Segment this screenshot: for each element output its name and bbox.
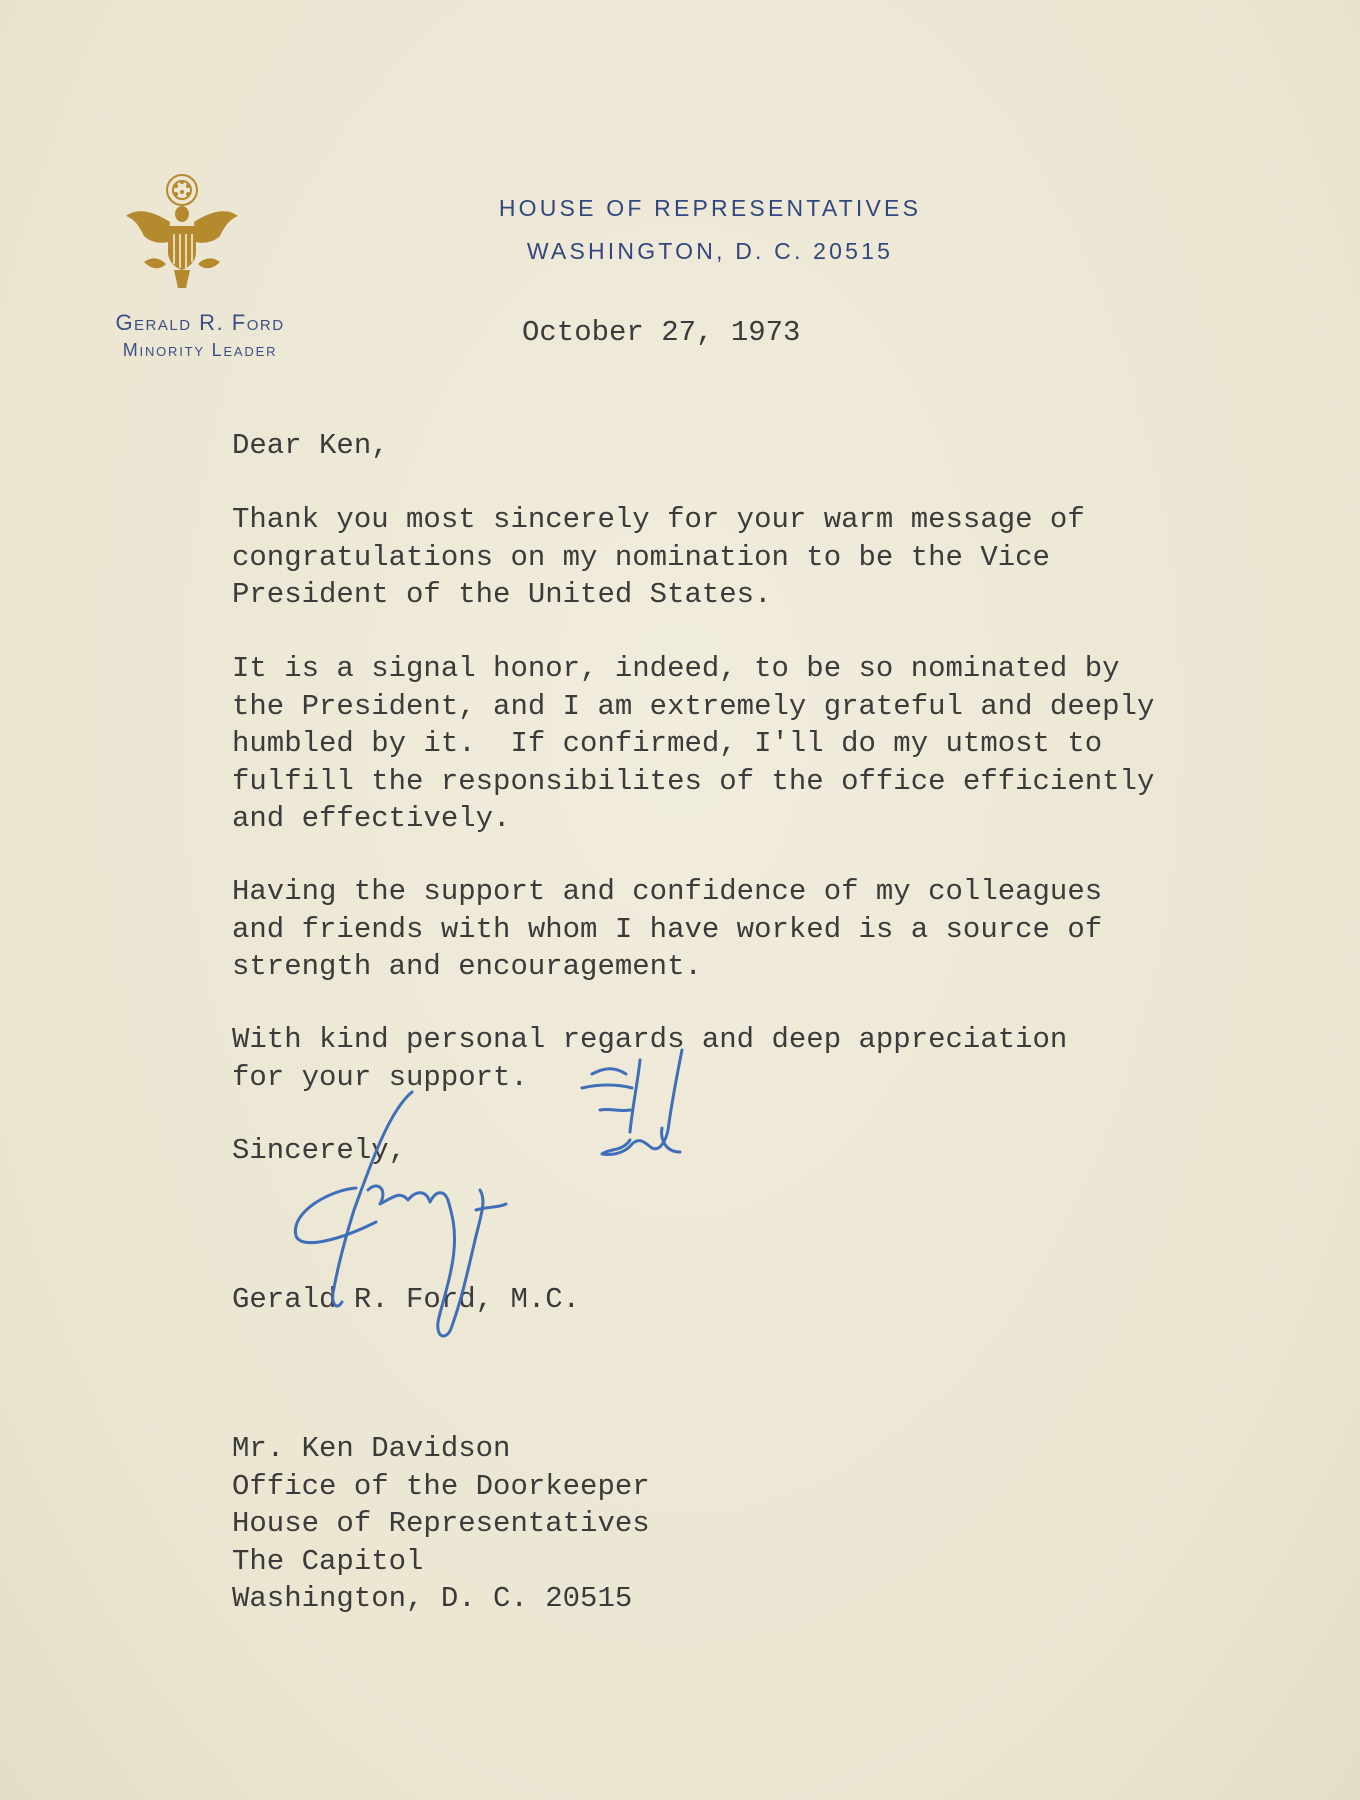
recipient-address: Mr. Ken Davidson Office of the Doorkeeper House of Representatives The Capitol Washington, D. C. 20515: [232, 1432, 650, 1615]
salutation: Dear Ken,: [232, 429, 389, 462]
signer-name: Gerald R. Ford, M.C.: [232, 1283, 581, 1316]
letter-date: October 27, 1973: [522, 316, 801, 349]
body-paragraph: Thank you most sincerely for your warm message of congratulations on my nomination to be the Vice President of the United States.: [232, 503, 1085, 611]
closing: Sincerely,: [232, 1134, 407, 1167]
great-seal-icon: [122, 170, 242, 296]
sender-title: Minority Leader: [122, 340, 278, 360]
letterhead-org-name: HOUSE OF REPRESENTATIVES: [498, 195, 922, 221]
body-paragraph: Having the support and confidence of my colleagues and friends with whom I have worked is a source of strength and encouragement.: [232, 875, 1103, 983]
letterhead-address: WASHINGTON, D. C. 20515: [526, 238, 894, 264]
sender-name: Gerald R. Ford: [115, 310, 285, 335]
handwritten-signature: [280, 1040, 780, 1360]
body-paragraph: With kind personal regards and deep appreciation for your support.: [232, 1023, 1068, 1094]
body-paragraph: It is a signal honor, indeed, to be so nominated by the President, and I am extremely grateful and deeply humbled by it. If confirmed, I'll do my utmost to fulfill the responsibilites of the office efficiently and effectively.: [232, 652, 1155, 835]
